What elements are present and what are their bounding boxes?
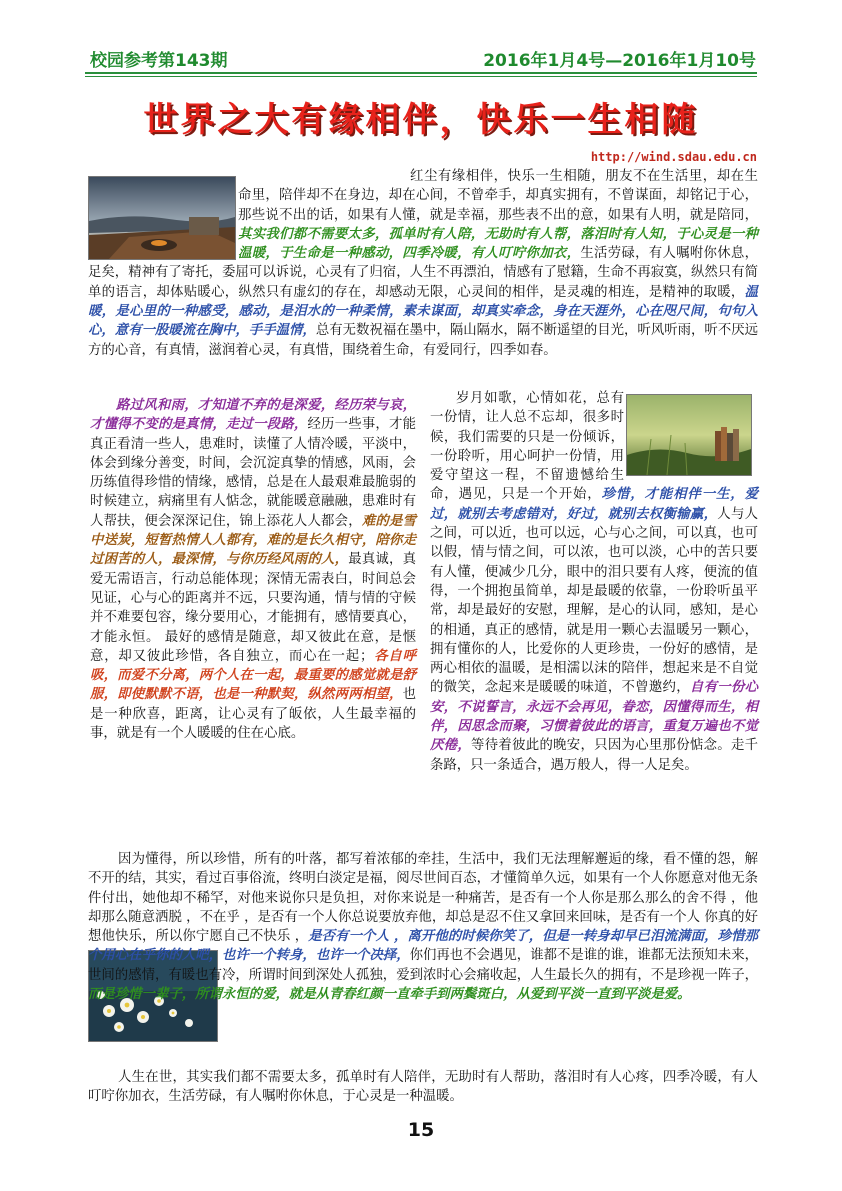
paragraph-2-highlight-2: 难的是雪中送炭，短暂热情人人都有，难的是长久相守，陪你走过困苦的人，最深情，与你历经风雨的人， (90, 512, 417, 568)
paragraph-4 (88, 850, 758, 1004)
paragraph-2-text-b: 经历一些事，才能真正看清一些人，患难时，读懂了人情冷暖，平淡中，体会到缘分善变，时间，会沉淀真挚的情感，风雨，会历练值得珍惜的情缘，感情，总是在人最艰难最脆弱的时候建立，病痛里有人惦念，就能暖意融融，患难时有人帮扶，便会深深记住，锦上添花人人都会， (90, 417, 417, 529)
page-number: 15 (407, 1119, 435, 1141)
paragraph-3-text-a: 岁月如歌，心情如花，总有一份情，让人总不忘却，很多时候，我们需要的只是一份倾诉，一份聆听，用心呵护一份情，用爱守望这一程，不留遗憾给生命，遇见，只是一个开始， (430, 391, 624, 503)
article-title: 世界之大有缘相伴，快乐一生相随 (143, 100, 699, 140)
paragraph-3-text-e: 等待着彼此的晚安，只因为心里那份惦念。走千条路，只一条适合，遇万般人，得一人足矣。 (430, 738, 759, 773)
paragraph-4-highlight-2: 而是珍惜一辈子，所谓永恒的爱，就是从青春红颜一直牵手到两鬓斑白，从爱到平淡一直到平淡是爱。 (88, 986, 691, 1003)
header-right-date: 2016年1月4号—2016年1月10号 (483, 51, 756, 71)
header-rule (85, 72, 757, 74)
header-rule-thin (85, 76, 757, 77)
paragraph-3-highlight-1: 珍惜，才能相伴一生，爱过，就别去考虑错对，好过，就别去权衡输赢， (430, 486, 759, 522)
source-url[interactable]: http://wind.sdau.edu.cn (590, 150, 757, 164)
paragraph-3-highlight-2: 自有一份心安，不说誓言，永远不会再见，眷恋，因懂得而生，相伴，因思念而聚，习惯着彼此的语言，重复万遍也不觉厌倦， (430, 679, 759, 754)
paragraph-2-text-d: 最真诚，真爱无需语言，行动总能体现；深情无需表白，时间总会见证，心与心的距离并不远，只要沟通，情与情的守候并不难要包容，缘分要用心，才能拥有，感情要真心，才能永恒。 最好的感情是随意，却又彼此在意，是惬意，却又彼此珍惜，各自独立，而心在一起； (90, 552, 417, 664)
paragraph-2-text-f: 也是一种欣喜，距离，让心灵有了皈依，人生最幸福的事，就是有一个人暖暖的住在心底。 (90, 687, 416, 742)
image-float-spacer (88, 167, 238, 259)
paragraph-1-text-c: 生活劳碌，有人嘱咐你休息，足矣，精神有了寄托，委屈可以诉说，心灵有了归宿，人生不再漂泊，情感有了慰籍，生命不再寂寞，纵然只有简单的语言，却体贴暖心，纵然只有虚幻的存在，却感动无限，心灵间的相伴，是灵魂的相连，是精神的取暖， (88, 246, 759, 300)
paragraph-3-text-c: 人与人之间，可以近，也可以远，心与心之间，可以真，也可以假，情与情之间，可以浓，也可以淡，心中的苦只要有人懂，便减少几分，眼中的泪只要有人疼，便流的值得，一个拥抱虽简单，却是最暖的依靠，一份聆听虽平常，却是最好的安慰，理解，是心的认同，感知，是心的相通，真正的感情，就是用一颗心去温暖另一颗心，拥有懂你的人，比爱你的人更珍贵，一份好的感情，是两心相依的温暖，是相濡以沫的陪伴，想起来是不自觉的微笑，念起来是暖暖的味道，不曾邀约， (430, 506, 759, 696)
paragraph-3 (430, 389, 758, 775)
paragraph-4-text-c: 你们再也不会遇见，谁都不是谁的谁，谁都无法预知未来，世间的感情，有暖也有冷，所谓时间到深处人孤独，爱到浓时心会痛收起，人生最长久的拥有，不是珍视一阵子， (88, 948, 759, 983)
paragraph-5: 人生在世，其实我们都不需要太多，孤单时有人陪伴，无助时有人帮助，落泪时有人心疼，四季冷暖，有人叮咛你加衣，生活劳碌，有人嘱咐你休息，于心灵是一种温暖。 (88, 1070, 758, 1105)
image-float-spacer-2 (624, 389, 758, 485)
header-left-issue: 校园参考第143期 (90, 51, 228, 71)
paragraph-2-highlight-1: 路过风和雨，才知道不弃的是深爱，经历荣与哀，才懂得不变的是真情，走过一段路， (90, 397, 416, 433)
paragraph-1-text-a: 红尘有缘相伴，快乐一生相随，朋友不在生活里，却在生命里，陪伴却不在身边，却在心间，不曾牵手，却真实拥有，不曾谋面，却铭记于心，那些说不出的话，如果有人懂，就是幸福，那些表不出的意，如果有人明，就是陪同， (238, 169, 758, 223)
paragraph-4-text-a: 因为懂得，所以珍惜，所有的叶落，都写着浓郁的牵挂，生活中，我们无法理解邂逅的缘，看不懂的怨，解不开的结，其实，看过百事俗流，终明白淡定是福，阅尽世间百态，才懂简单久远，如果有一个人你愿意对他无条件付出，她他却不稀罕，对他来说你只是负担，对你来说是一种痛苦，是否有一个人你是那么那么的舍不得 ，他却那么随意洒脱 ，不在乎 ，是否有一个人你总说要放弃他，却总是忍不住又拿回来回味，是否有一个人 你真的好想他快乐，所以你宁愿自己不快乐 ， (88, 852, 758, 945)
paragraph-1-text-e: 总有无数祝福在墨中，隔山隔水，隔不断遥望的目光，听风听雨，听不厌远方的心音，有真情，滋润着心灵，有真惜，围绕着生命，有爱同行，四季如春。 (88, 323, 759, 358)
paragraph-1-highlight-2: 温暖，是心里的一种感受，感动，是泪水的一种柔情，素未谋面，却真实牵念，身在天涯外，心在咫尺间，句句入心，意有一股暖流在胸中，手手温情， (88, 283, 758, 339)
paragraph-2 (90, 396, 416, 743)
paragraph-2-highlight-3: 各自呼吸，而爱不分离，两个人在一起，最重要的感觉就是舒服，即使默默不语，也是一种默契，纵然两两相望， (90, 647, 417, 703)
paragraph-4-highlight-1: 是否有一个人 ，离开他的时候你笑了，但是一转身却早已泪流满面，珍惜那个用心在乎你的人吧，也许一个转身，也许一个决择， (88, 928, 758, 964)
paragraph-1-highlight-1: 其实我们都不需要太多，孤单时有人陪，无助时有人帮，落泪时有人知，于心灵是一种温暖，于生命是一种感动，四季冷暖，有人叮咛你加衣， (238, 225, 758, 262)
paragraph-1 (88, 167, 758, 360)
